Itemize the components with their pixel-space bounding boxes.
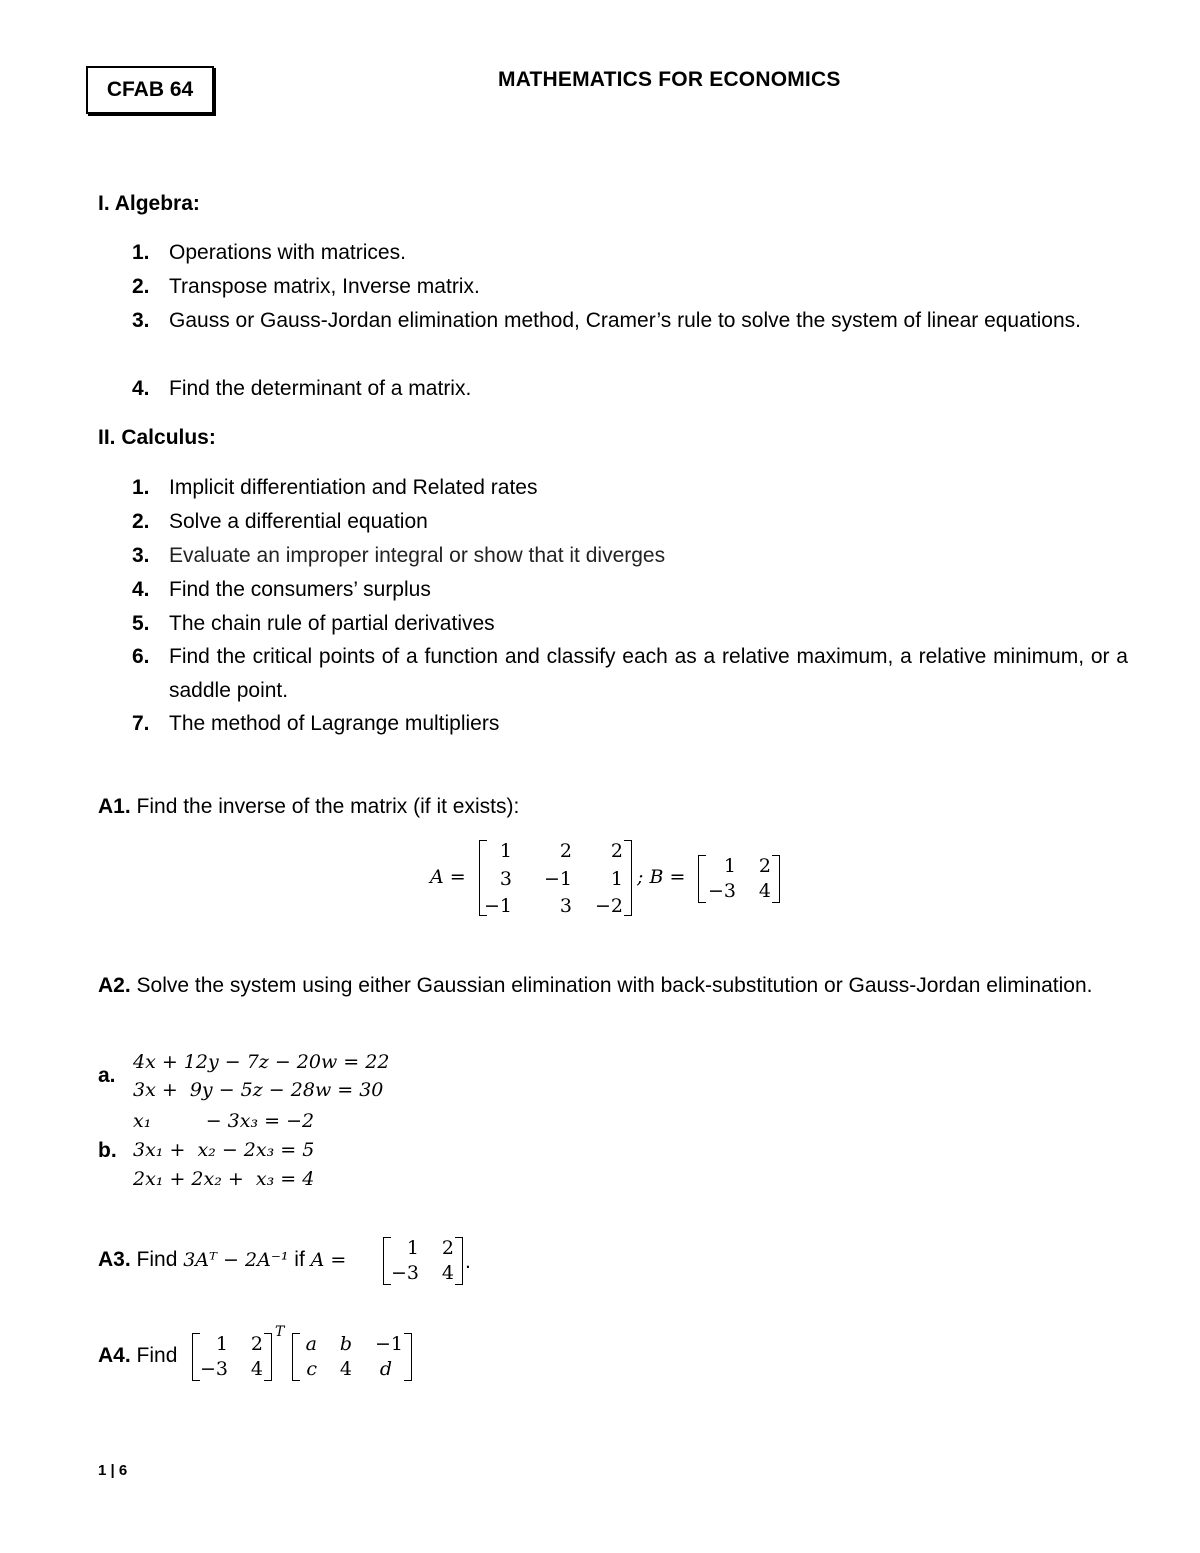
list-item — [132, 707, 1128, 741]
course-code: CFAB 64 — [106, 78, 194, 101]
problem-a4 — [98, 1339, 177, 1373]
matrix-cell: 3 — [499, 868, 512, 890]
equation-line: 2x₁ + 2x₂ + x₃ = 4 — [133, 1168, 315, 1190]
matrix-cell: 1 — [723, 855, 736, 877]
equation-line: 3x₁ + x₂ − 2x₃ = 5 — [133, 1139, 315, 1161]
matrix-cell: 2 — [559, 840, 572, 862]
problem-label: A3. — [98, 1248, 131, 1271]
list-item — [132, 505, 1128, 539]
item-number: 1. — [132, 241, 150, 264]
problem-label: A2. — [98, 974, 131, 997]
matrix-a4-first — [192, 1333, 272, 1381]
matrix-cell: 2 — [250, 1333, 263, 1355]
transpose-superscript: T — [275, 1324, 285, 1340]
matrix-cell: 1 — [406, 1237, 419, 1259]
matrix-cell: 4 — [339, 1358, 352, 1380]
item-number: 4. — [132, 377, 150, 400]
problem-text: Find — [130, 1344, 178, 1367]
matrix-a-name — [430, 866, 466, 888]
matrix-separator — [637, 866, 685, 888]
math-expression: 3Aᵀ − 2A⁻¹ — [183, 1249, 289, 1271]
equation-line: x₁ − 3x₃ = −2 — [133, 1110, 315, 1132]
list-item — [132, 304, 1128, 338]
item-text: Evaluate an improper integral or show that it diverges — [169, 544, 666, 567]
item-text: Implicit differentiation and Related rates — [169, 476, 538, 499]
matrix-cell: −3 — [199, 1358, 228, 1380]
left-bracket — [698, 855, 706, 903]
matrix-cell: −1 — [543, 868, 572, 890]
problem-a1 — [98, 790, 519, 824]
matrix-cell: c — [306, 1358, 317, 1380]
matrix-cell: 2 — [441, 1237, 454, 1259]
item-text: Find the critical points of a function and classify each as a relative maximum, a relative minimum, or a saddle point. — [169, 645, 1128, 702]
left-bracket — [192, 1333, 200, 1381]
matrix-cell: a — [305, 1333, 317, 1355]
matrix-cell: 1 — [610, 868, 623, 890]
list-item — [132, 236, 1128, 270]
matrix-a4-second — [292, 1333, 412, 1381]
item-text: The method of Lagrange multipliers — [169, 712, 500, 735]
left-bracket — [383, 1237, 391, 1285]
matrix-cell: −1 — [374, 1333, 403, 1355]
item-text: The chain rule of partial derivatives — [169, 612, 495, 635]
problem-text: Solve the system using either Gaussian elimination with back-substitution or Gauss-Jordan elimination. — [130, 974, 1093, 997]
page-title: MATHEMATICS FOR ECONOMICS — [498, 68, 841, 91]
period: . — [465, 1250, 471, 1273]
right-bracket — [772, 855, 780, 903]
item-number: 4. — [132, 578, 150, 601]
matrix-a — [479, 840, 632, 916]
problem-a2 — [98, 969, 1128, 1003]
matrix-label: A = — [310, 1249, 347, 1271]
item-text: Operations with matrices. — [169, 241, 406, 264]
equation-line: 4x + 12y − 7z − 20w = 22 — [133, 1051, 390, 1073]
item-number: 6. — [132, 645, 150, 668]
page-number: 1 | 6 — [98, 1462, 128, 1479]
matrix-cell: 2 — [610, 840, 623, 862]
course-code-box — [86, 66, 214, 114]
matrix-b-label: ; B = — [637, 866, 686, 888]
matrix-cell: −3 — [390, 1262, 419, 1284]
equation-line: 3x + 9y − 5z − 28w = 30 — [133, 1079, 384, 1101]
problem-text: Find — [130, 1248, 184, 1271]
list-item — [132, 539, 1128, 573]
matrix-cell: d — [379, 1358, 392, 1380]
matrix-b — [698, 855, 780, 903]
matrix-cell: −3 — [707, 880, 736, 902]
item-number: 3. — [132, 309, 150, 332]
item-number: 2. — [132, 275, 150, 298]
section-heading-algebra: I. Algebra: — [98, 192, 200, 215]
item-number: 1. — [132, 476, 150, 499]
matrix-cell: 4 — [758, 880, 771, 902]
matrix-cell: 3 — [559, 895, 572, 917]
list-item — [132, 640, 1128, 708]
matrix-cell: 1 — [215, 1333, 228, 1355]
item-number: 7. — [132, 712, 150, 735]
list-item — [132, 573, 1128, 607]
left-bracket — [292, 1333, 300, 1381]
problem-label: A1. — [98, 795, 131, 818]
matrix-cell: 4 — [441, 1262, 454, 1284]
matrix-a3 — [383, 1237, 463, 1285]
item-text: Gauss or Gauss-Jordan elimination method, Cramer’s rule to solve the system of linear equations. — [169, 309, 1081, 332]
item-number: 5. — [132, 612, 150, 635]
item-text: Transpose matrix, Inverse matrix. — [169, 275, 480, 298]
matrix-cell: b — [339, 1333, 352, 1355]
item-number: 3. — [132, 544, 150, 567]
list-item — [132, 372, 1128, 406]
matrix-cell: 4 — [250, 1358, 263, 1380]
matrix-a-label: A = — [430, 866, 466, 888]
item-text: Find the consumers’ surplus — [169, 578, 431, 601]
matrix-cell: 2 — [758, 855, 771, 877]
problem-label: A4. — [98, 1344, 131, 1367]
part-a-label: a. — [98, 1064, 116, 1087]
item-number: 2. — [132, 510, 150, 533]
problem-text: if — [288, 1248, 311, 1271]
matrix-cell: −2 — [594, 895, 623, 917]
matrix-cell: −1 — [483, 895, 512, 917]
section-heading-calculus: II. Calculus: — [98, 426, 216, 449]
right-bracket — [455, 1237, 463, 1285]
right-bracket — [264, 1333, 272, 1381]
list-item — [132, 471, 1128, 505]
problem-a3 — [98, 1243, 346, 1277]
problem-text: Find the inverse of the matrix (if it exists): — [130, 795, 520, 818]
item-text: Solve a differential equation — [169, 510, 428, 533]
matrix-cell: 1 — [499, 840, 512, 862]
item-text: Find the determinant of a matrix. — [169, 377, 472, 400]
list-item — [132, 607, 1128, 641]
right-bracket — [624, 840, 632, 916]
part-b-label: b. — [98, 1139, 117, 1162]
list-item — [132, 270, 1128, 304]
right-bracket — [404, 1333, 412, 1381]
